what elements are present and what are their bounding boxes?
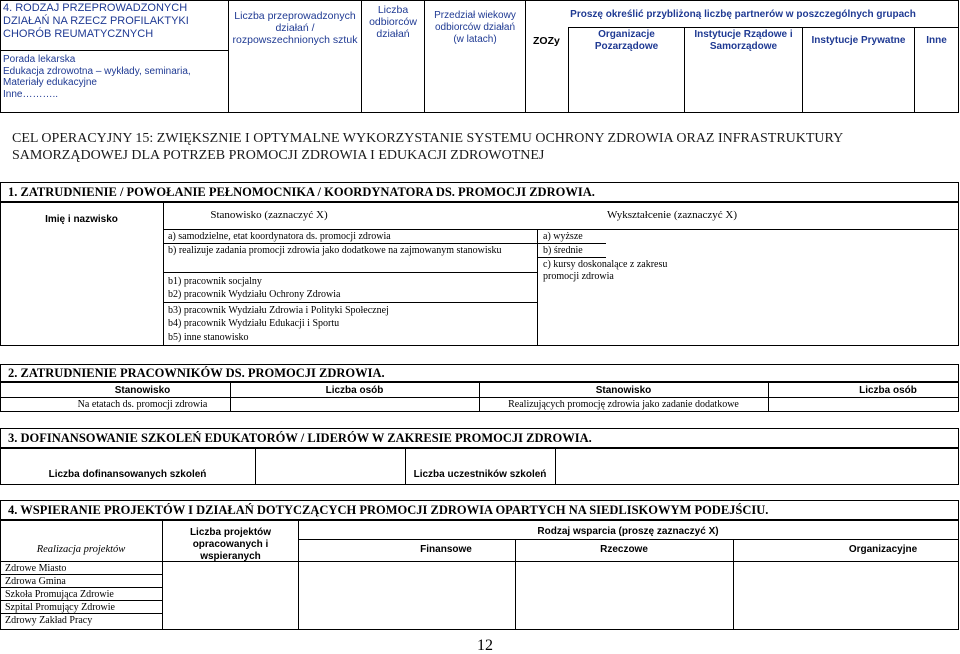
- implementers-header: Realizacja projektów: [36, 544, 126, 555]
- position-option-b5: b5) inne stanowisko: [168, 332, 249, 343]
- gov-column: Instytucje Rządowe i Samorządowe: [694, 29, 793, 52]
- action-type-title: 4. RODZAJ PRZEPROWADZONYCH DZIAŁAŃ NA RZECZ PROFILAKTYKI CHORÓB REUMATYCZNYCH: [3, 2, 189, 40]
- implementer-row: Szpital Promujący Zdrowie: [5, 602, 115, 613]
- position-option-b4: b4) pracownik Wydziału Edukacji i Sportu: [168, 318, 340, 329]
- material-support-column: Rzeczowe: [600, 544, 648, 555]
- zozy-column: ZOZy: [533, 35, 560, 47]
- trainings-count-label: Liczba dofinansowanych szkoleń: [48, 469, 207, 480]
- section-4-title: 4. WSPIERANIE PROJEKTÓW I DZIAŁAŃ DOTYCZĄCYCH PROMOCJI ZDROWIA OPARTYCH NA SIEDLISKOWYM PODEJŚCIU.: [8, 503, 769, 517]
- support-type-header: Rodzaj wsparcia (proszę zaznaczyć X): [537, 526, 719, 537]
- position-option-a: a) samodzielne, etat koordynatora ds. promocji zdrowia: [168, 231, 391, 242]
- private-column: Instytucje Prywatne: [811, 35, 906, 46]
- position-option-b: b) realizuje zadania promocji zdrowia jako dodatkowe na zajmowanym stanowisku: [168, 245, 502, 256]
- sec2-position2-header: Stanowisko: [595, 385, 652, 396]
- projects-count-header: Liczba projektów opracowanych i wspieranych: [189, 527, 272, 562]
- section-2-title: 2. ZATRUDNIENIE PRACOWNIKÓW DS. PROMOCJI ZDROWIA.: [8, 366, 385, 380]
- education-column: Wykształcenie (zaznaczyć X): [606, 209, 738, 221]
- page-number: 12: [477, 637, 493, 654]
- age-range-header: Przedział wiekowy odbiorców działań (w latach): [434, 10, 516, 45]
- section-3-title: 3. DOFINANSOWANIE SZKOLEŃ EDUKATORÓW / LIDERÓW W ZAKRESIE PROMOCJI ZDROWIA.: [8, 431, 592, 445]
- education-option-c: c) kursy doskonalące z zakresu promocji zdrowia: [543, 259, 668, 282]
- action-type-list: Porada lekarska Edukacja zdrowotna – wykłady, seminaria, Materiały edukacyjne Inne………..: [3, 54, 191, 100]
- position-column: Stanowisko (zaznaczyć X): [210, 209, 328, 221]
- ngo-column: Organizacje Pozarządowe: [594, 29, 659, 52]
- participants-count-label: Liczba uczestników szkoleń: [413, 469, 547, 480]
- additional-row-label: Realizujących promocję zdrowia jako zadanie dodatkowe: [508, 399, 739, 410]
- education-option-a: a) wyższe: [543, 231, 583, 242]
- position-option-b1: b1) pracownik socjalny: [168, 276, 262, 287]
- position-option-b3: b3) pracownik Wydziału Zdrowia i Polityki Społecznej: [168, 305, 389, 316]
- recipients-count-header: Liczba odbiorców działań: [369, 4, 417, 40]
- implementer-row: Szkoła Promująca Zdrowie: [5, 589, 114, 600]
- organizational-support-column: Organizacyjne: [848, 544, 918, 555]
- section-1-title: 1. ZATRUDNIENIE / POWOŁANIE PEŁNOMOCNIKA / KOORDYNATORA DS. PROMOCJI ZDROWIA.: [8, 185, 595, 199]
- operational-goal: CEL OPERACYJNY 15: ZWIĘKSZNIE I OPTYMALNE WYKORZYSTANIE SYSTEMU OCHRONY ZDROWIA ORAZ INFRASTRUKTURY SAMORZĄDOWEJ DLA POTRZEB PROMOCJI ZDROWIA I EDUKACJI ZDROWOTNEJ: [12, 131, 844, 163]
- financial-support-column: Finansowe: [420, 544, 472, 555]
- fulltime-row-label: Na etatach ds. promocji zdrowia: [77, 399, 208, 410]
- actions-count-header: Liczba przeprowadzonych działań / rozpowszechnionych sztuk: [232, 10, 358, 46]
- partners-header: Proszę określić przybliżoną liczbę partnerów w poszczególnych grupach: [570, 9, 916, 20]
- sec2-count2-header: Liczba osób: [859, 385, 917, 396]
- name-column: Imię i nazwisko: [45, 214, 118, 225]
- implementer-row: Zdrowa Gmina: [5, 576, 66, 587]
- sec2-count-header: Liczba osób: [325, 385, 384, 396]
- implementer-row: Zdrowe Miasto: [5, 563, 67, 574]
- education-option-b: b) średnie: [543, 245, 583, 256]
- position-option-b2: b2) pracownik Wydziału Ochrony Zdrowia: [168, 289, 341, 300]
- implementer-row: Zdrowy Zakład Pracy: [5, 615, 93, 626]
- other-column: Inne: [926, 35, 947, 46]
- sec2-position-header: Stanowisko: [114, 385, 171, 396]
